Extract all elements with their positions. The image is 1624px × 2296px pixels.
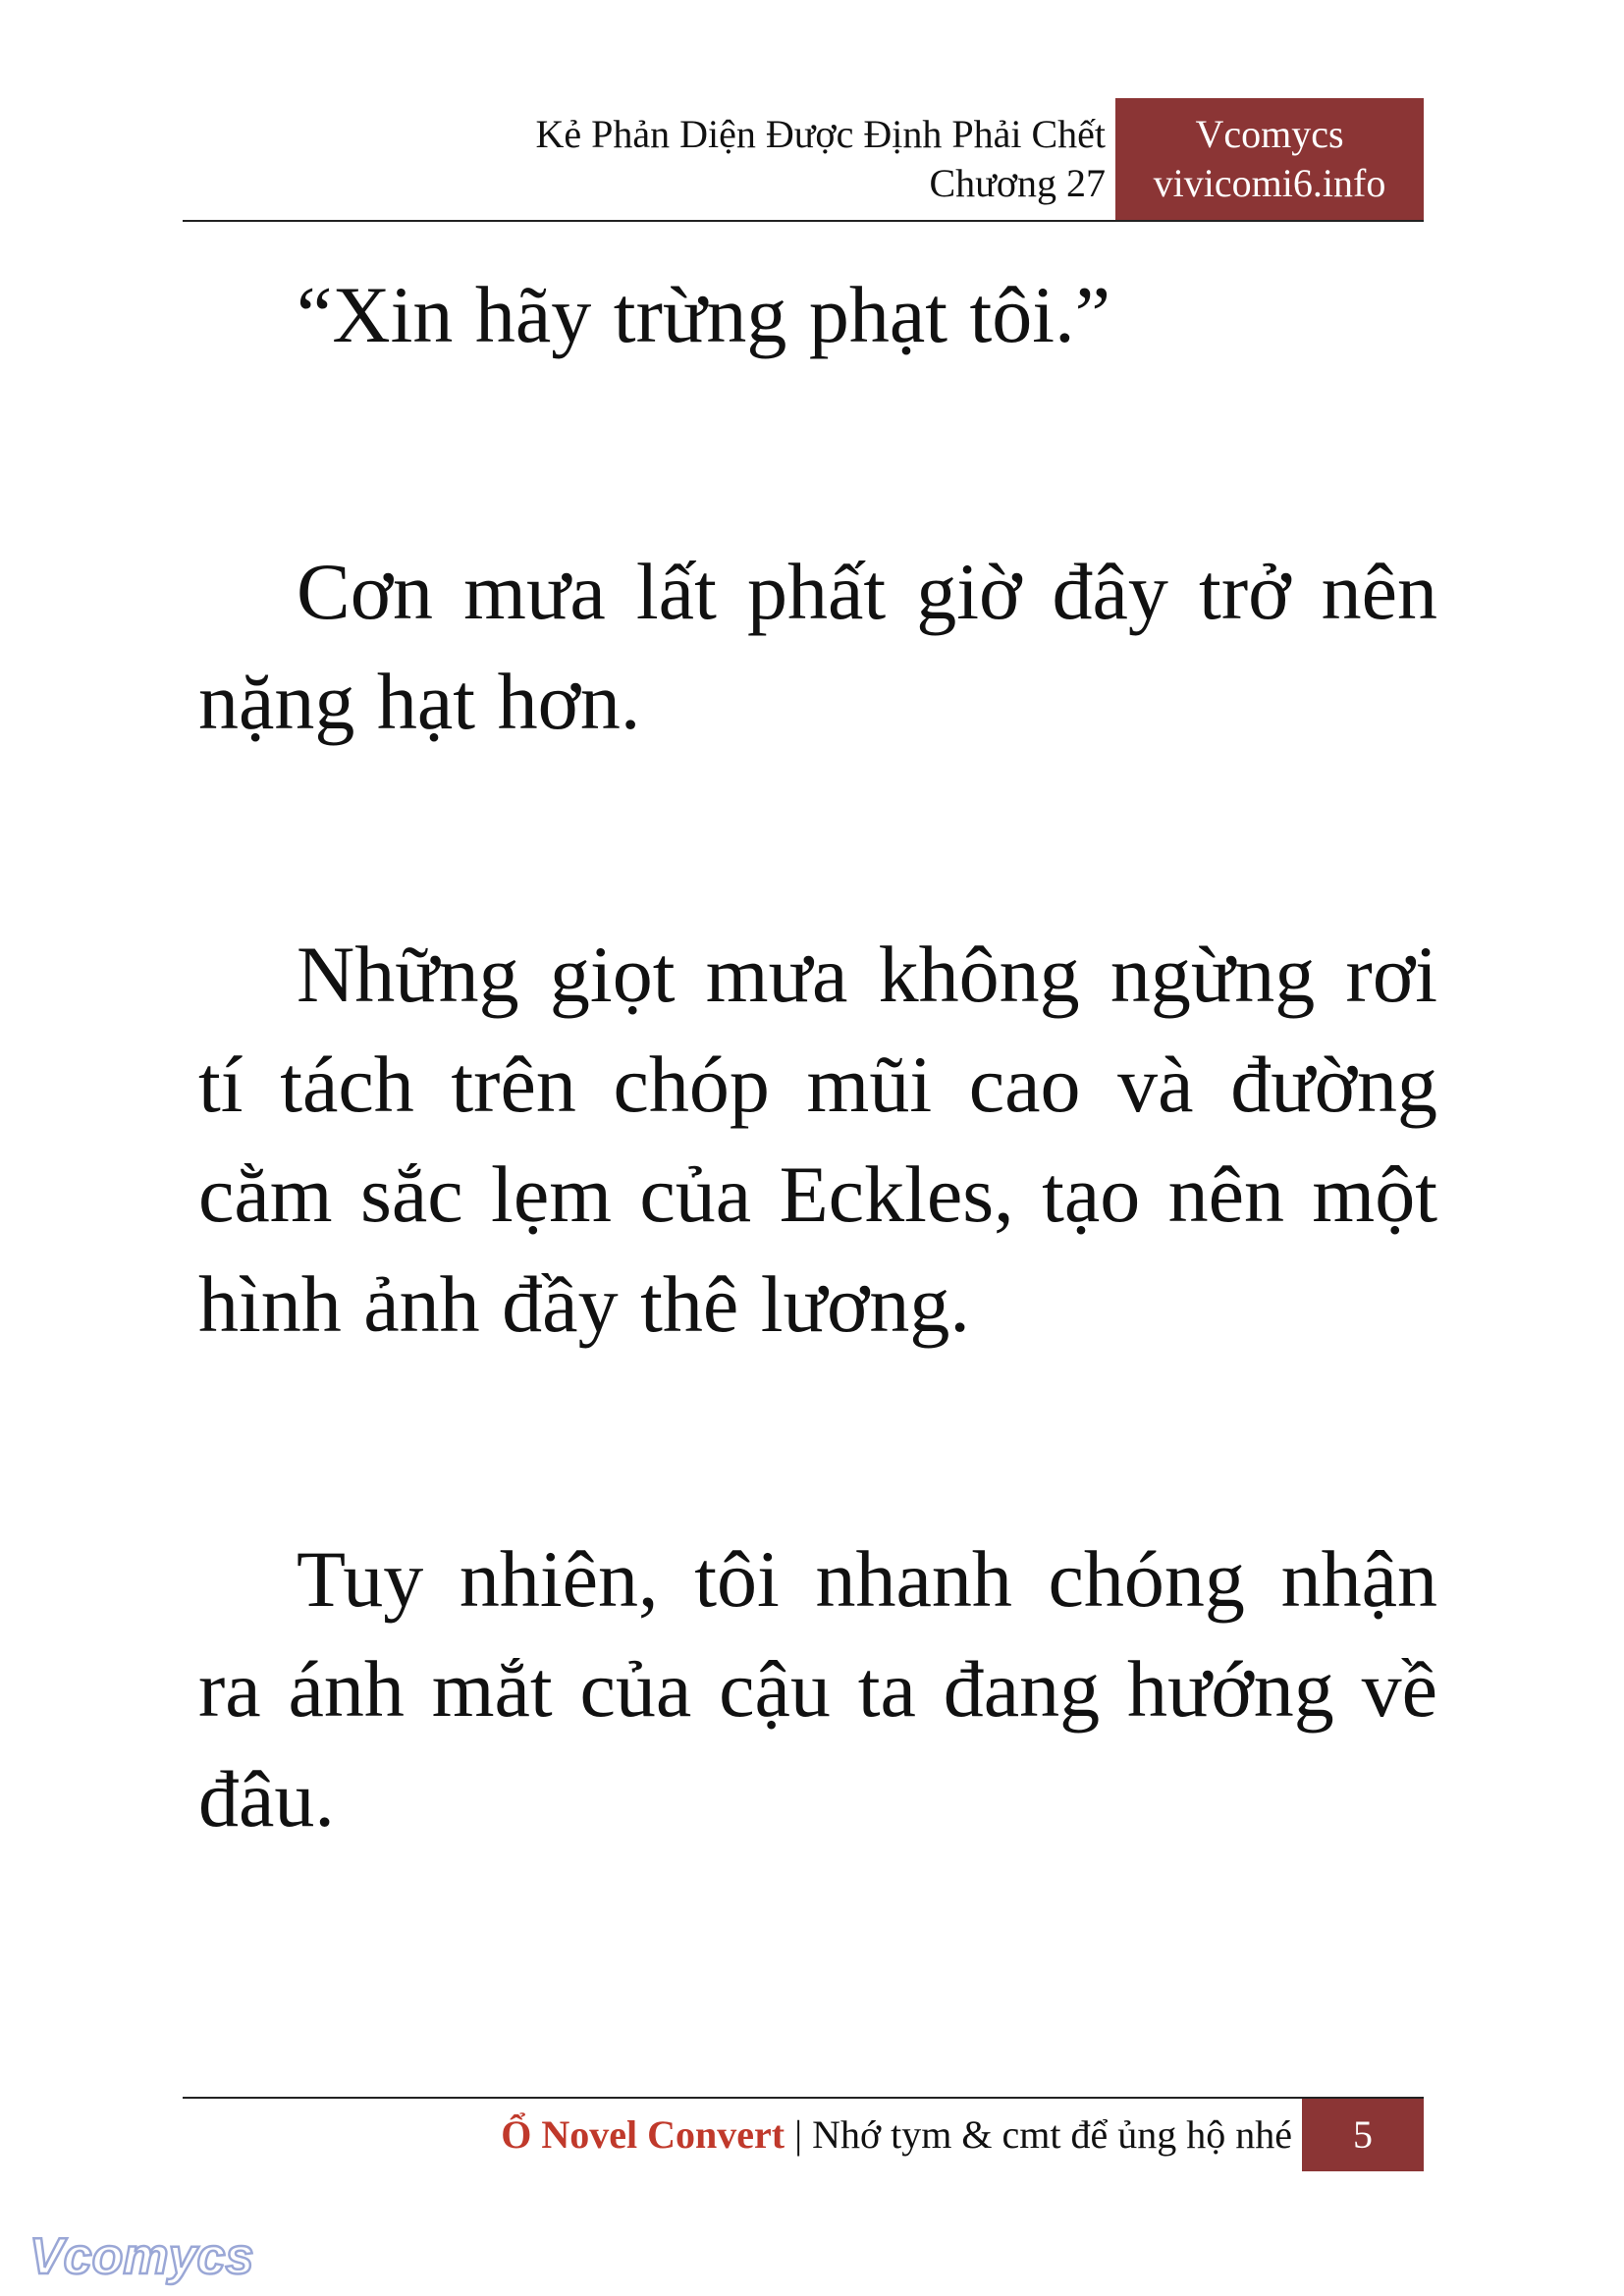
header-divider	[183, 220, 1424, 222]
paragraph-gap	[198, 370, 1437, 537]
page-header	[183, 98, 1424, 222]
page-footer	[183, 2097, 1424, 2171]
paragraph-1: “Xin hãy trừng phạt tôi.”	[297, 270, 1110, 359]
footer-separator: |	[794, 2112, 803, 2157]
paragraph-gap	[198, 1360, 1437, 1524]
paragraph-2: Cơn mưa lất phất giờ đây trở nên nặng hạt hơn.	[198, 547, 1437, 746]
chapter-content	[198, 260, 1437, 1854]
footer-brand: Ổ Novel Convert	[501, 2112, 785, 2157]
chapter-label: Chương 27	[929, 161, 1106, 205]
book-title: Kẻ Phản Diện Được Định Phải Chết	[535, 112, 1106, 156]
footer-message: Nhớ tym & cmt để ủng hộ nhé	[812, 2112, 1292, 2157]
footer-text	[183, 2099, 1292, 2171]
site-name: Vcomycs	[1195, 112, 1344, 156]
paragraph-3: Những giọt mưa không ngừng rơi tí tách trên chóp mũi cao và đường cằm sắc lẹm của Eckles, tạo nên một hình ảnh đầy thê lương.	[198, 930, 1437, 1349]
header-titles	[183, 98, 1106, 220]
page-number: 5	[1302, 2099, 1424, 2171]
vcomycs-watermark-logo	[26, 2226, 261, 2289]
watermark-text: Vcomycs	[29, 2228, 254, 2285]
site-url: vivicomi6.info	[1153, 161, 1386, 205]
paragraph-gap	[198, 757, 1437, 920]
site-badge	[1115, 98, 1424, 220]
paragraph-4: Tuy nhiên, tôi nhanh chóng nhận ra ánh mắt của cậu ta đang hướng về đâu.	[198, 1534, 1437, 1843]
